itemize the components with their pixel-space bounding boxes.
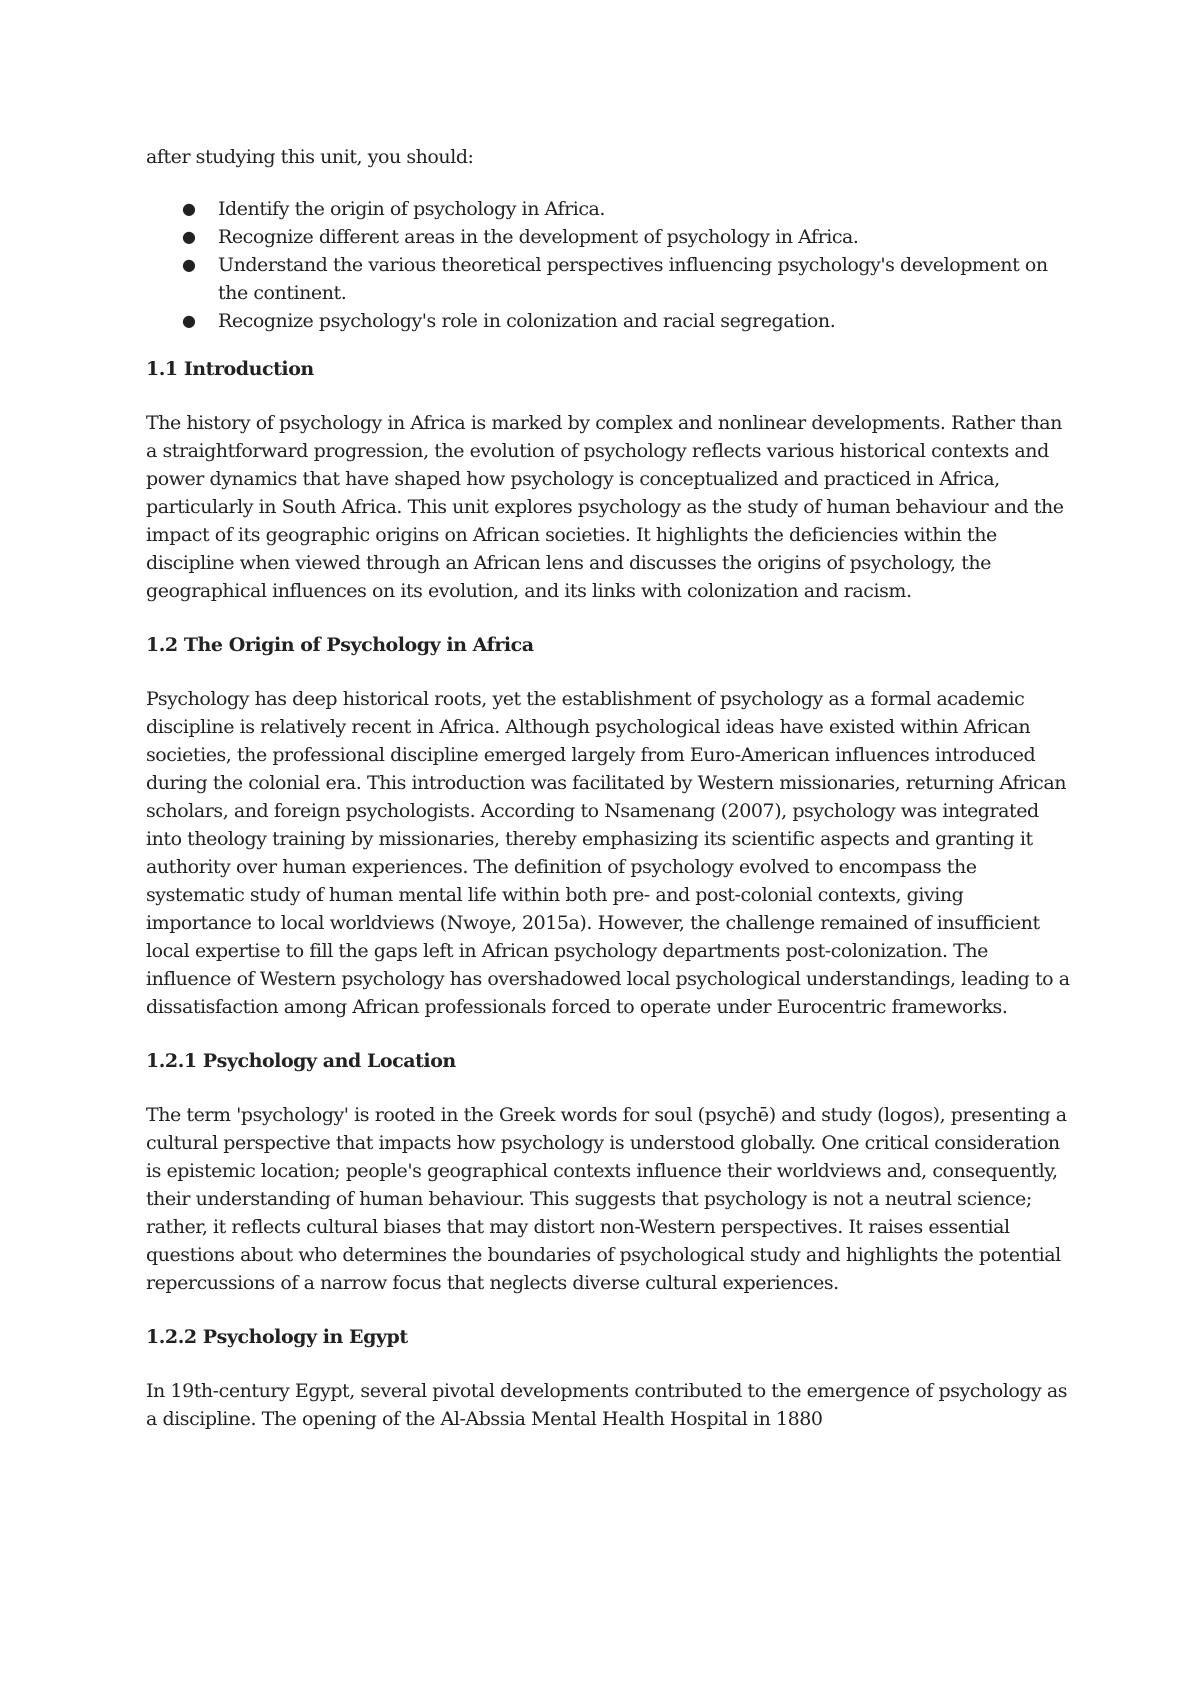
section-body-introduction: The history of psychology in Africa is marked by complex and nonlinear developments. Rather than a straightforward progression, the evolution of psychology reflects various historical contexts and power dynamics that have shaped how psychology is conceptualized and practiced in Africa, particularly in South Africa. This unit explores psychology as the study of human behaviour and the impact of its geographic origins on African societies. It highlights the deficiencies within the discipline when viewed through an African lens and discusses the origins of psychology, the geographical influences on its evolution, and its links with colonization and racism. xyxy=(146,412,1064,602)
bullet-icon: ● xyxy=(182,199,196,218)
bullet-icon: ● xyxy=(182,311,196,330)
objective-text: Recognize psychology's role in colonization and racial segregation. xyxy=(218,310,836,332)
objective-text: Identify the origin of psychology in Africa. xyxy=(218,198,606,220)
bullet-icon: ● xyxy=(182,227,196,246)
section-body-origin: Psychology has deep historical roots, yet the establishment of psychology as a formal academic discipline is relatively recent in Africa. Although psychological ideas have existed within African societies, the professional discipline emerged largely from Euro-American influences introduced during the colonial era. This introduction was facilitated by Western missionaries, returning African scholars, and foreign psychologists. According to Nsamenang (2007), psychology was integrated into theology training by missionaries, thereby emphasizing its scientific aspects and granting it authority over human experiences. The definition of psychology evolved to encompass the systematic study of human mental life within both pre- and post-colonial contexts, giving importance to local worldviews (Nwoye, 2015a). However, the challenge remained of insufficient local expertise to fill the gaps left in African psychology departments post-colonization. The influence of Western psychology has overshadowed local psychological understandings, leading to a dissatisfaction among African professionals forced to operate under Eurocentric frameworks. xyxy=(146,688,1070,1018)
section-heading-egypt: 1.2.2 Psychology in Egypt xyxy=(146,1326,408,1348)
list-item xyxy=(146,223,1071,251)
list-item xyxy=(146,307,1071,335)
section-heading-introduction: 1.1 Introduction xyxy=(146,358,314,380)
section-body-egypt: In 19th-century Egypt, several pivotal developments contributed to the emergence of psychology as a discipline. The opening of the Al-Abssia Mental Health Hospital in 1880 xyxy=(146,1380,1068,1430)
document-page xyxy=(146,143,1071,1433)
section-heading-location: 1.2.1 Psychology and Location xyxy=(146,1050,456,1072)
objective-text: Recognize different areas in the development of psychology in Africa. xyxy=(218,226,859,248)
list-item xyxy=(146,195,1071,223)
section-body-location: The term 'psychology' is rooted in the Greek words for soul (psychē) and study (logos), presenting a cultural perspective that impacts how psychology is understood globally. One critical consideration is epistemic location; people's geographical contexts influence their worldviews and, consequently, their understanding of human behaviour. This suggests that psychology is not a neutral science; rather, it reflects cultural biases that may distort non-Western perspectives. It raises essential questions about who determines the boundaries of psychological study and highlights the potential repercussions of a narrow focus that neglects diverse cultural experiences. xyxy=(146,1104,1067,1294)
objectives-list xyxy=(146,195,1071,335)
list-item xyxy=(146,251,1071,307)
objectives-intro: after studying this unit, you should: xyxy=(146,146,474,168)
bullet-icon: ● xyxy=(182,255,196,274)
objective-text: Understand the various theoretical perspectives influencing psychology's development on the continent. xyxy=(218,254,1048,304)
section-heading-origin: 1.2 The Origin of Psychology in Africa xyxy=(146,634,534,656)
